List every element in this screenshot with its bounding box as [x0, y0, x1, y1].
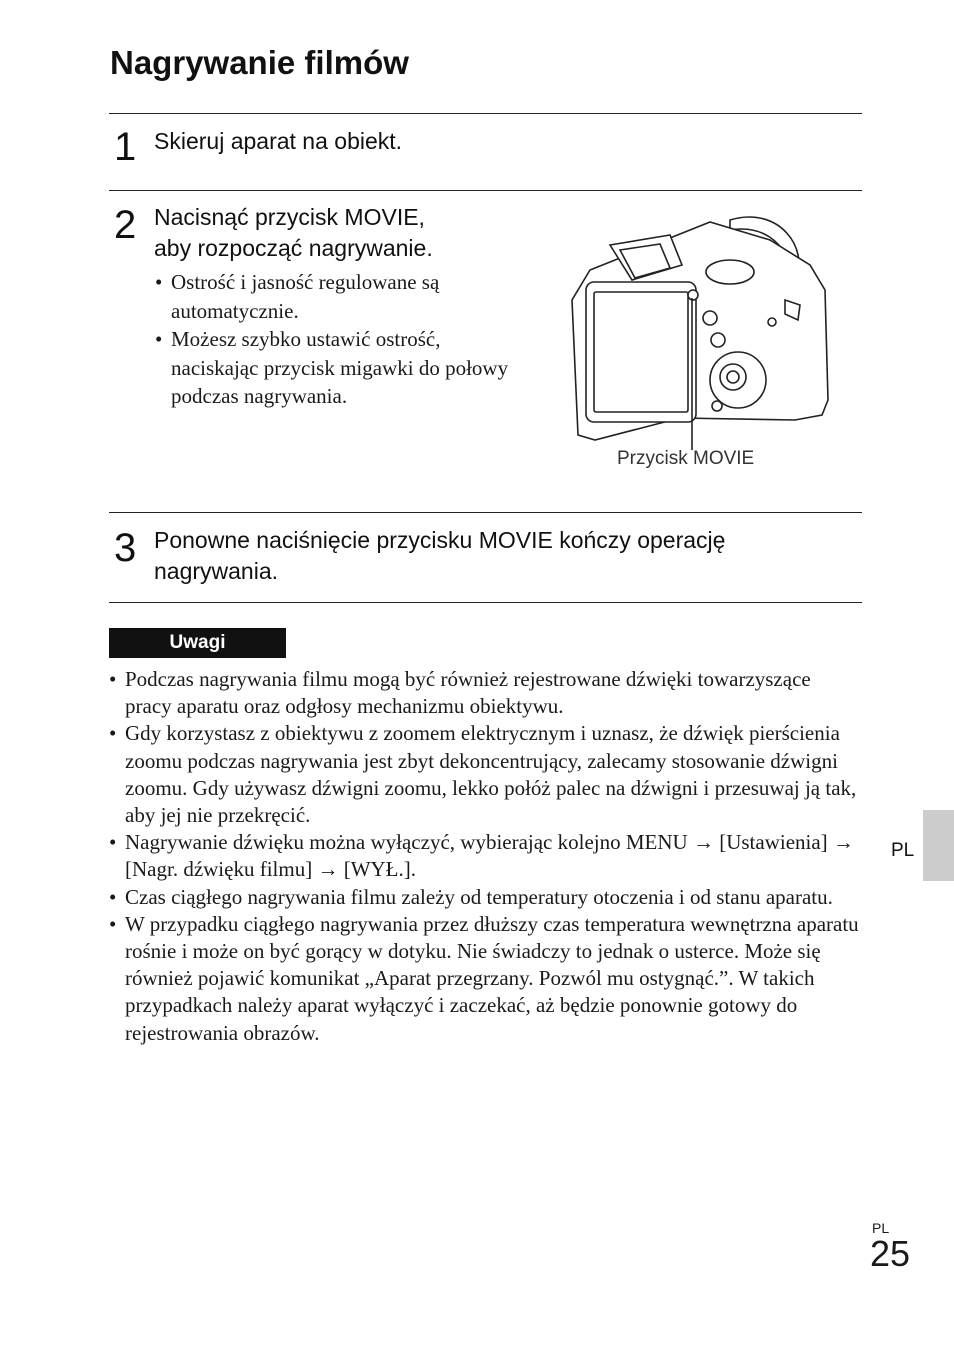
- note-item: • Gdy korzystasz z obiektywu z zoomem elektrycznym i uznasz, że dźwięk pierścienia zoomu podczas nagrywania jest zbyt dekoncentrujący, zalecamy stosowanie dźwigni zoomu. Gdy używasz dźwigni zoomu, lekko połóż palec na dźwigni i przesuwaj ją tak, aby jej nie przekręcić.: [109, 720, 861, 829]
- divider: [109, 113, 862, 114]
- step-2-bullet: • Ostrość i jasność regulowane są automatycznie.: [155, 268, 515, 325]
- notes-label: Uwagi: [109, 628, 286, 658]
- side-tab-label: PL: [891, 840, 915, 861]
- side-tab: [923, 810, 954, 881]
- figure-caption: Przycisk MOVIE: [617, 448, 755, 469]
- step-2-bullet: • Możesz szybko ustawić ostrość, naciskając przycisk migawki do połowy podczas nagrywania.: [155, 325, 515, 411]
- notes-list: [109, 666, 861, 1047]
- page-number: 25: [870, 1233, 911, 1274]
- note-item: • Czas ciągłego nagrywania filmu zależy od temperatury otoczenia i od stanu aparatu.: [109, 884, 861, 911]
- step-3-line: nagrywania.: [154, 558, 279, 584]
- divider: [109, 190, 862, 191]
- step-3-line: Ponowne naciśnięcie przycisku MOVIE kończy operację: [154, 527, 726, 553]
- step-1-line: Skieruj aparat na obiekt.: [154, 128, 403, 154]
- note-item: • Nagrywanie dźwięku można wyłączyć, wybierając kolejno MENU → [Ustawienia] → [Nagr. dźwięku filmu] → [WYŁ.].: [109, 829, 861, 883]
- step-2-number: 2: [114, 203, 137, 247]
- step-2-text: [154, 202, 433, 264]
- step-2-bullets: [155, 268, 515, 411]
- step-2-line: Nacisnąć przycisk MOVIE,: [154, 204, 425, 230]
- step-1-number: 1: [114, 125, 137, 169]
- step-3-text: [154, 525, 725, 587]
- page-title: Nagrywanie filmów: [110, 44, 409, 81]
- divider: [109, 512, 862, 513]
- step-1-text: [154, 126, 402, 157]
- page-language: PL: [872, 1220, 890, 1236]
- step-3-number: 3: [114, 526, 137, 570]
- note-item: • W przypadku ciągłego nagrywania przez dłuższy czas temperatura wewnętrzna aparatu rośnie i może on być gorący w dotyku. Nie świadczy to jednak o usterce. Może się również pojawić komunikat „Aparat przegrzany. Pozwól mu ostygnąć.”. W takich przypadkach należy aparat wyłączyć i zaczekać, aż będzie ponownie gotowy do rejestrowania obrazów.: [109, 911, 861, 1047]
- note-item: • Podczas nagrywania filmu mogą być również rejestrowane dźwięki towarzyszące pracy aparatu oraz odgłosy mechanizmu obiektywu.: [109, 666, 861, 720]
- step-2-line: aby rozpocząć nagrywanie.: [154, 235, 433, 261]
- camera-back-illustration: [560, 210, 840, 455]
- divider: [109, 602, 862, 603]
